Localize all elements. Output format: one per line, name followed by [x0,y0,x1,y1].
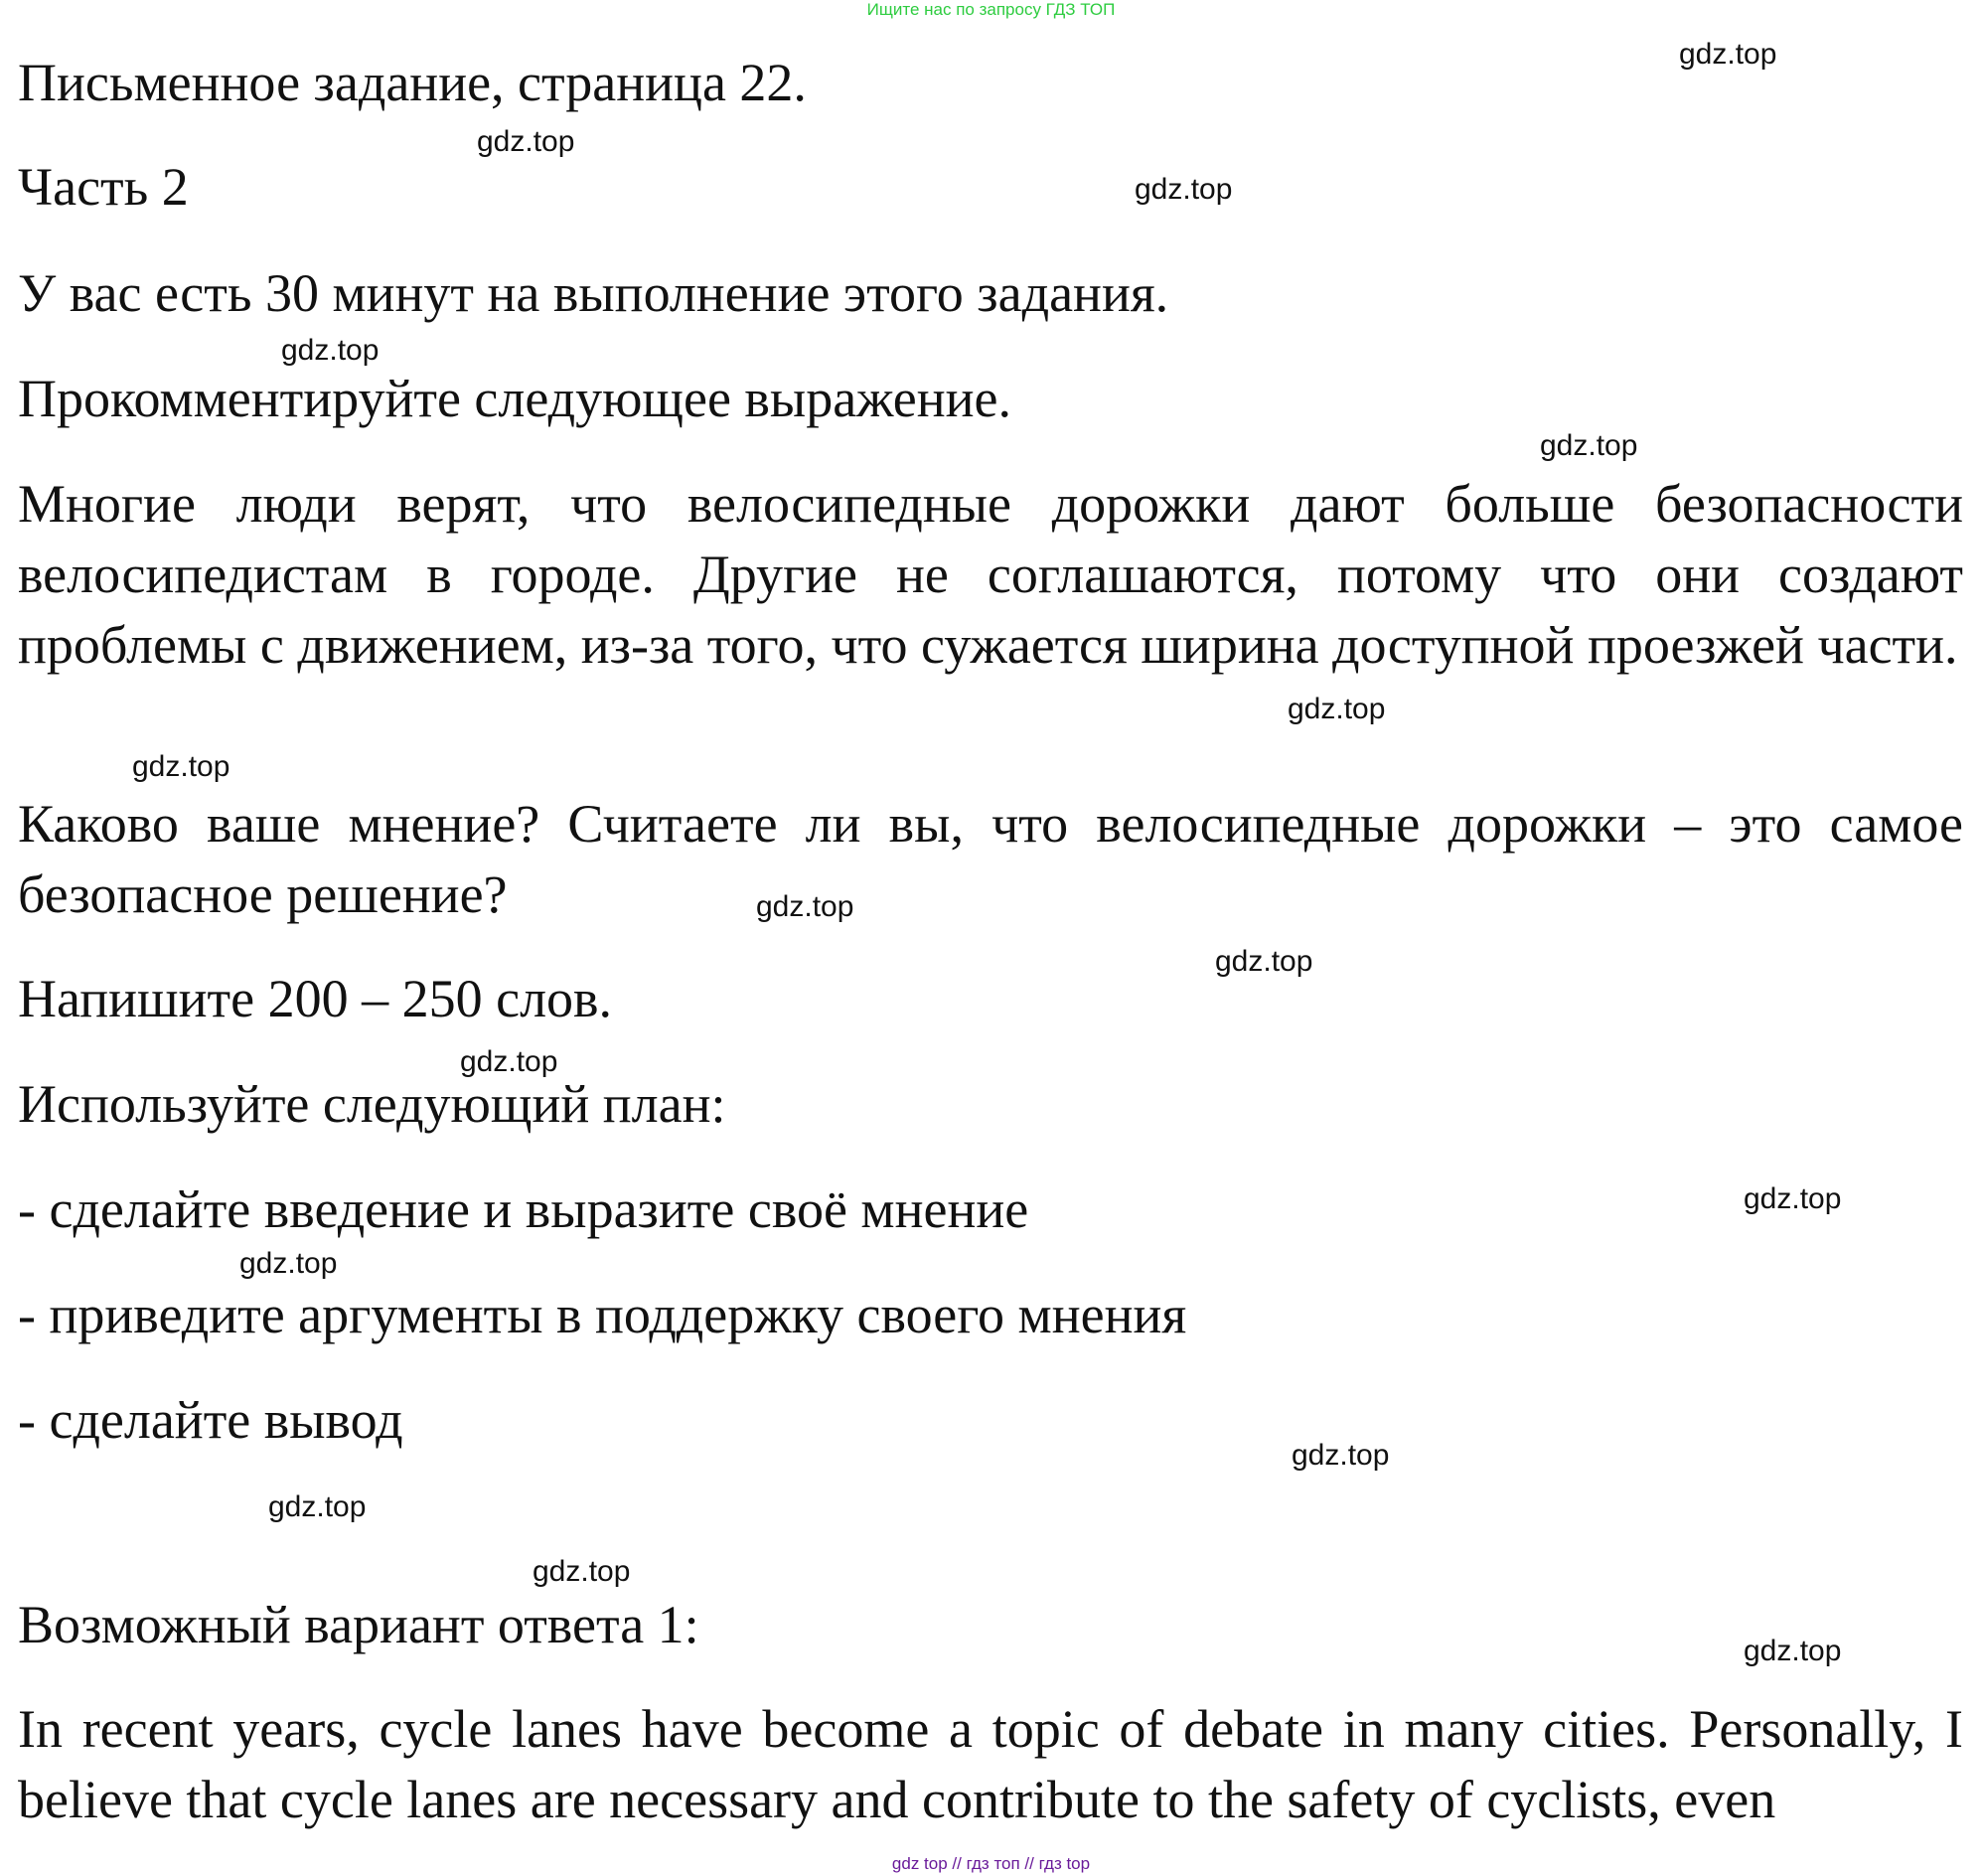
plan-item: - сделайте введение и выразите своё мнение [18,1179,1029,1239]
plan-item: - приведите аргументы в поддержку своего мнения [18,1285,1187,1344]
watermark: gdz.top [756,890,854,923]
watermark: gdz.top [281,334,380,367]
watermark: gdz.top [533,1555,631,1588]
watermark: gdz.top [268,1490,367,1523]
watermark: gdz.top [1679,38,1777,71]
time-note: У вас есть 30 минут на выполнение этого задания. [18,263,1169,323]
watermark: gdz.top [1135,173,1233,206]
header-note: Ищите нас по запросу ГДЗ ТОП [866,0,1116,19]
word-count: Напишите 200 – 250 слов. [18,969,613,1028]
page-title: Письменное задание, страница 22. [18,53,807,112]
watermark: gdz.top [239,1247,338,1280]
question-paragraph: Каково ваше мнение? Считаете ли вы, что велосипедные дорожки – это самое безопасное решение? [18,794,1963,924]
answer-heading: Возможный вариант ответа 1: [18,1595,699,1654]
watermark: gdz.top [1215,945,1313,978]
watermark: gdz.top [477,125,575,158]
watermark: gdz.top [1288,693,1386,725]
watermark: gdz.top [1744,1635,1842,1667]
answer-paragraph: In recent years, cycle lanes have become a topic of debate in many cities. Personally, I believe that cycle lanes are necessary and contribute to the safety of cyclists, even [18,1699,1963,1829]
statement-paragraph: Многие люди верят, что велосипедные дорожки дают больше безопасности велосипедистам в городе. Другие не соглашаются, потому что они создают проблемы с движением, из-за того, что сужается ширина доступной проезжей части. [18,474,1963,675]
plan-item: - сделайте вывод [18,1390,403,1450]
part-heading: Часть 2 [18,157,189,217]
instruction: Прокомментируйте следующее выражение. [18,369,1012,428]
watermark: gdz.top [132,750,230,783]
watermark: gdz.top [1292,1439,1390,1472]
footer-note: gdz top // гдз топ // гдз top [891,1854,1091,1873]
watermark: gdz.top [1540,429,1638,462]
watermark: gdz.top [460,1045,558,1078]
watermark: gdz.top [1744,1182,1842,1215]
plan-intro: Используйте следующий план: [18,1074,726,1134]
